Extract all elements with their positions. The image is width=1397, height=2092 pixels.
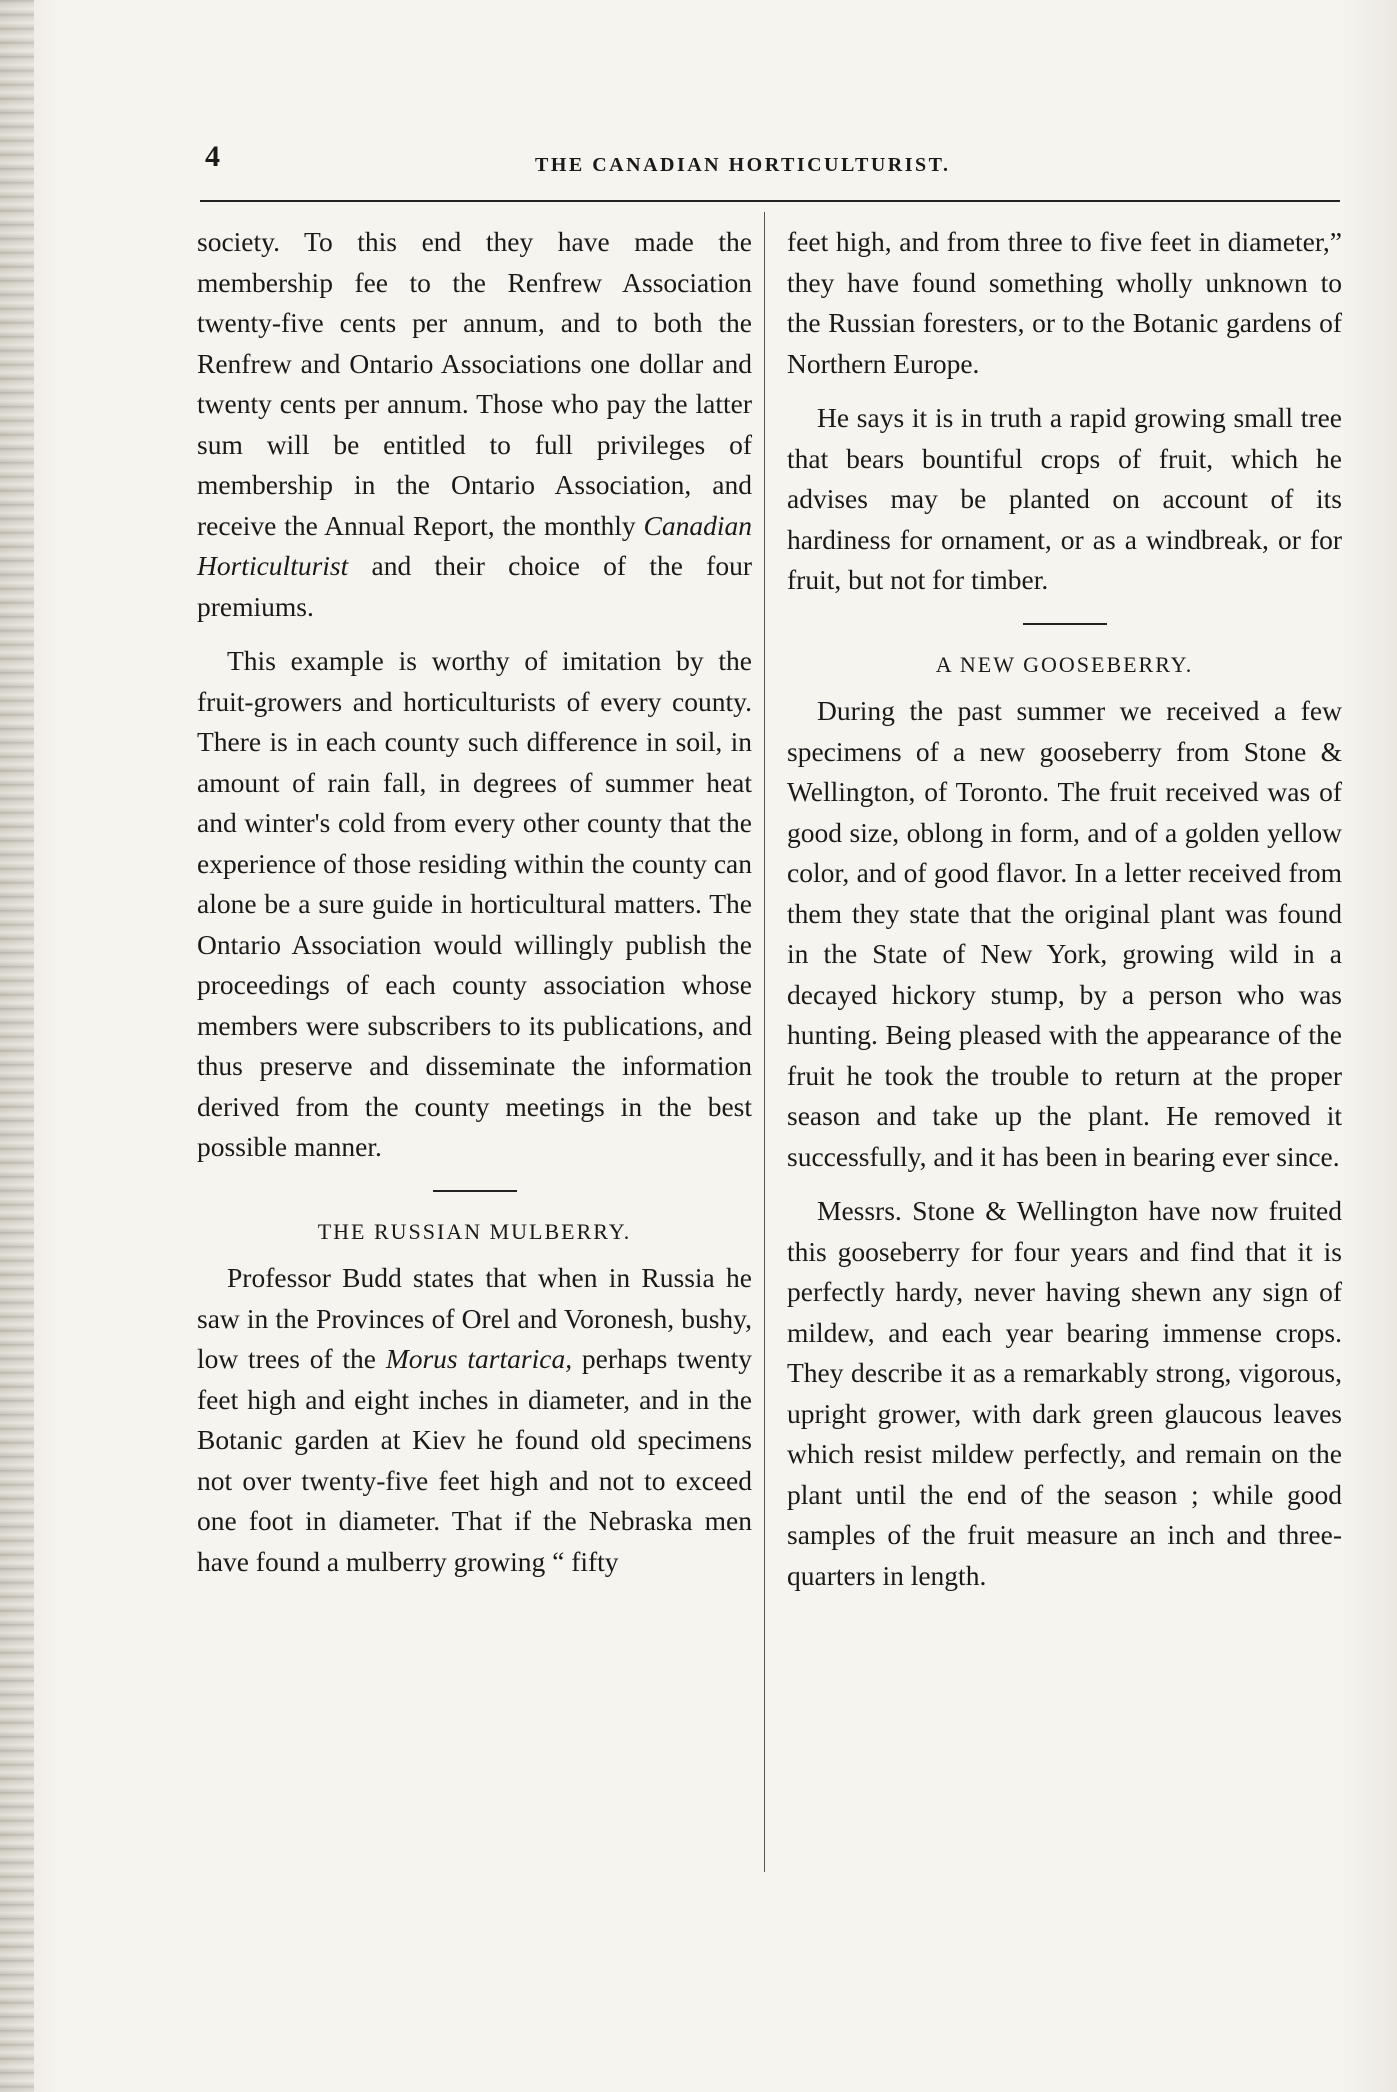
page-number: 4 [205, 140, 220, 173]
italic-journal-title: Canadian Horticulturist [197, 509, 752, 581]
heading-russian-mulberry: THE RUSSIAN MULBERRY. [317, 1218, 632, 1244]
section-separator [433, 1190, 517, 1192]
section-separator [1023, 623, 1107, 625]
heading-new-gooseberry: A NEW GOOSEBERRY. [935, 651, 1194, 677]
paragraph-mulberry: Professor Budd states that when in Russia he saw in the Provinces of Orel and Voronesh, bushy, low trees of the Morus tartarica, perhaps twenty feet high and eight inches in diameter, and in the Botanic garden at Kiev he found old specimens not over twenty-five feet high and not to exceed one foot in diameter. That if the Nebraska men have found a mulberry growing “ fifty [197, 1262, 753, 1577]
left-column [197, 222, 752, 1596]
running-head: THE CANADIAN HORTICULTURIST. [535, 154, 951, 176]
paragraph-gooseberry-specimens: During the past summer we received a few specimens of a new gooseberry from Stone & Wellington, of Toronto. The fruit received was of good size, oblong in form, and of a golden yellow color, and of good flavor. In a letter received from them they state that the original plant was found in the State of New York, growing wild in a decayed hickory stump, by a person who was hunting. Being pleased with the appearance of the fruit he took the trouble to return at the proper season and take up the plant. He removed it successfully, and it has been in bearing ever since. [787, 695, 1342, 1172]
paragraph-membership: society. To this end they have made the membership fee to the Renfrew Association twenty-five cents per annum, and to both the Renfrew and Ontario Associations one dollar and twenty cents per annum. Those who pay the latter sum will be entitled to full privileges of membership in the Ontario Association, and receive the Annual Report, the monthly Canadian Horticulturist and their choice of the four premiums. [197, 226, 752, 622]
column-divider [764, 212, 765, 1872]
right-column [787, 222, 1342, 1610]
header-rule [200, 200, 1340, 202]
paragraph-budd-says: He says it is in truth a rapid growing small tree that bears bountiful crops of fruit, which he advises may be planted on account of its hardiness for ornament, or as a windbreak, or for fruit, but not for timber. [787, 402, 1342, 595]
paragraph-example: This example is worthy of imitation by the fruit-growers and horticulturists of every county. There is in each county such difference in soil, in amount of rain fall, in degrees of summer heat and winter's cold from every other county that the experience of those residing within the county can alone be a sure guide in horticultural matters. The Ontario Association would willingly publish the proceedings of each county association whose members were subscribers to its publications, and thus preserve and disseminate the information derived from the county meetings in the best possible manner. [197, 645, 752, 1162]
book-binding-edge [0, 0, 34, 2092]
paragraph-mulberry-continued: feet high, and from three to five feet in diameter,” they have found something wholly unknown to the Russian foresters, or to the Botanic gardens of Northern Europe. [787, 226, 1342, 379]
italic-species-name: Morus tartarica, [385, 1343, 573, 1374]
page-header [205, 140, 1340, 176]
paragraph-gooseberry-fruited: Messrs. Stone & Wellington have now fruited this gooseberry for four years and find that it is perfectly hardy, never having shewn any sign of mildew, and each year bearing immense crops. They describe it as a remarkably strong, vigorous, upright grower, with dark green glaucous leaves which resist mildew perfectly, and remain on the plant until the end of the season ; while good samples of the fruit measure an inch and three-quarters in length. [787, 1195, 1342, 1591]
